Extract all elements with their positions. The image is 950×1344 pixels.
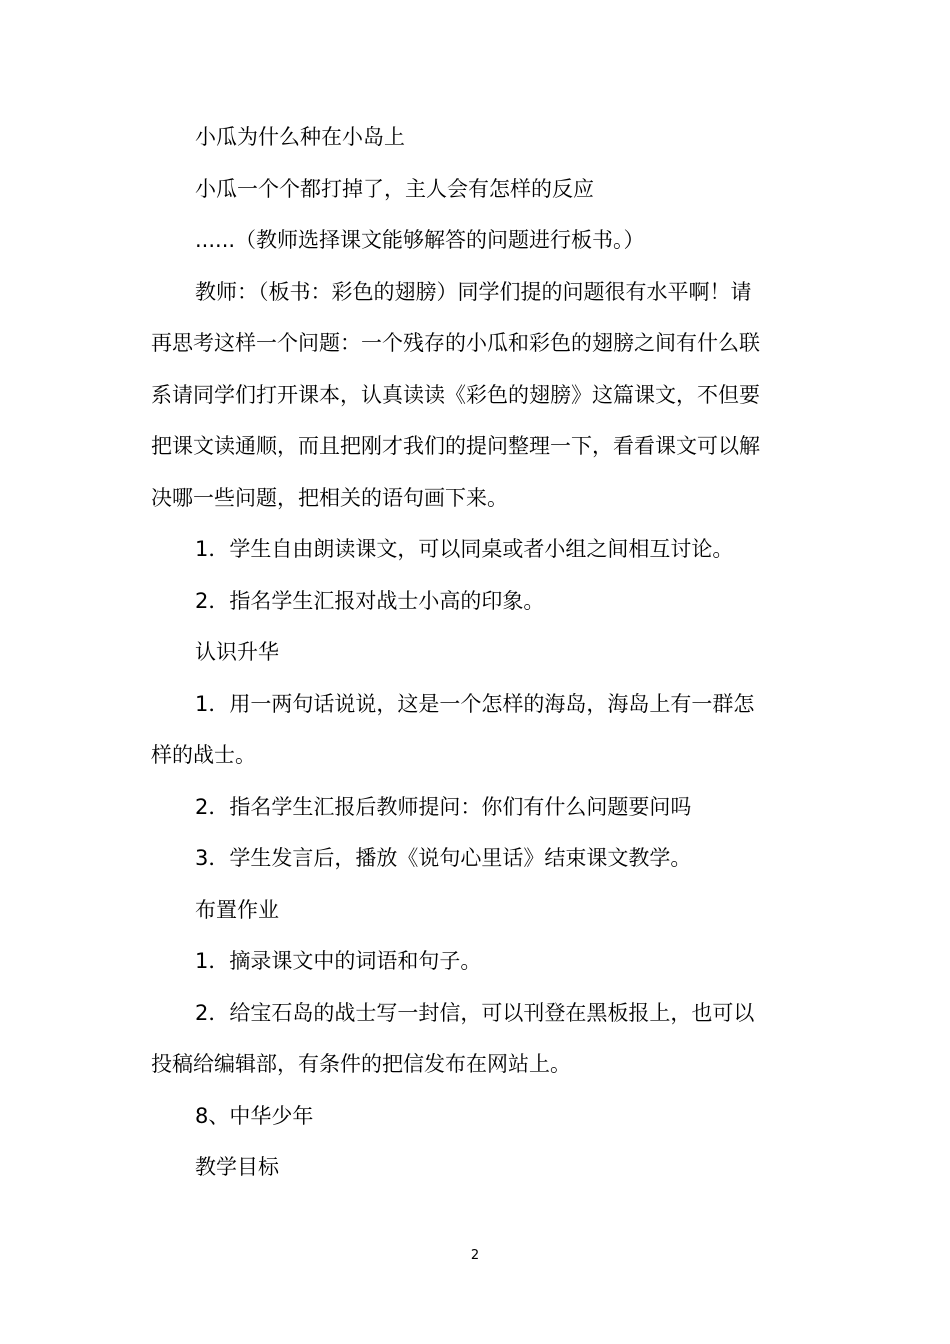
text-line: 小瓜一个个都打掉了，主人会有怎样的反应 (195, 176, 594, 201)
text-line: 系请同学们打开课本，认真读读《彩色的翅膀》这篇课文，不但要 (151, 382, 760, 407)
text-line: 教师：（板书：彩色的翅膀）同学们提的问题很有水平啊！请 (195, 279, 752, 304)
section-heading: 布置作业 (195, 897, 279, 922)
list-item: 2．给宝石岛的战士写一封信，可以刊登在黑板报上，也可以 (195, 1000, 755, 1025)
text-line: ......（教师选择课文能够解答的问题进行板书。） (195, 228, 645, 252)
list-item: 1．摘录课文中的词语和句子。 (195, 949, 482, 973)
text-line: 决哪一些问题，把相关的语句画下来。 (151, 485, 508, 510)
lesson-title: 8、中华少年 (195, 1103, 314, 1128)
page-number: 2 (470, 1248, 480, 1263)
text-line: 投稿给编辑部，有条件的把信发布在网站上。 (151, 1052, 571, 1076)
text-line: 样的战士。 (151, 743, 256, 767)
text-line: 小瓜为什么种在小岛上 (195, 125, 405, 149)
list-item: 3．学生发言后，播放《说句心里话》结束课文教学。 (195, 846, 692, 870)
text-line: 把课文读通顺，而且把刚才我们的提问整理一下，看看课文可以解 (151, 434, 760, 458)
list-item: 1．用一两句话说说，这是一个怎样的海岛，海岛上有一群怎 (195, 691, 755, 716)
page-body (151, 112, 803, 1194)
section-heading: 认识升华 (195, 640, 279, 664)
text-line: 再思考这样一个问题：一个残存的小瓜和彩色的翅膀之间有什么联 (151, 331, 760, 355)
list-item: 1．学生自由朗读课文，可以同桌或者小组之间相互讨论。 (195, 537, 734, 561)
list-item: 2．指名学生汇报后教师提问：你们有什么问题要问吗 (195, 794, 692, 819)
section-heading: 教学目标 (195, 1155, 279, 1179)
list-item: 2．指名学生汇报对战士小高的印象。 (195, 588, 545, 613)
